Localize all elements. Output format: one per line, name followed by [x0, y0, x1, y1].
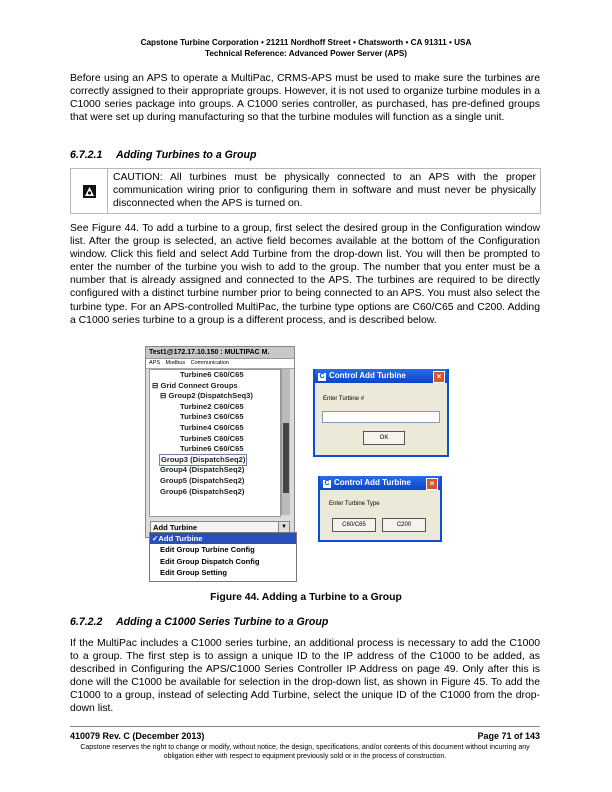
dialog-titlebar [320, 476, 440, 490]
dialog-titlebar [315, 369, 447, 383]
tree-item[interactable]: Turbine6 C60/C65 [180, 370, 244, 379]
chevron-down-icon[interactable]: ▼ [278, 522, 289, 533]
window-menu-bar [146, 359, 294, 369]
vertical-scrollbar[interactable] [281, 369, 290, 515]
tree-item[interactable]: Turbine4 C60/C65 [180, 422, 244, 432]
figure-caption: Figure 44. Adding a Turbine to a Group [210, 592, 402, 603]
page-number: Page 71 of 143 [477, 731, 540, 741]
c200-button[interactable]: C200 [382, 518, 426, 532]
page-header [0, 38, 612, 59]
caution-triangle-icon [83, 185, 96, 198]
close-icon[interactable]: × [433, 371, 445, 383]
section-number: 6.7.2.2 [70, 616, 103, 628]
menu-modbus[interactable]: Modbus [165, 360, 186, 366]
scrollbar-thumb[interactable] [283, 423, 289, 493]
footer-line [70, 731, 540, 741]
dialog-label: Enter Turbine Type [329, 501, 380, 507]
section-heading-6-7-2-1 [70, 149, 256, 161]
tree-item[interactable]: Group5 (DispatchSeq2) [160, 475, 245, 485]
close-icon[interactable]: × [426, 478, 438, 490]
dropdown-item-edit-turbine-config[interactable]: Edit Group Turbine Config [160, 545, 255, 555]
header-company-line: Capstone Turbine Corporation • 21211 Nordhoff Street • Chatsworth • CA 91311 • USA [140, 38, 472, 47]
dialog-title: Control Add Turbine [329, 371, 406, 380]
tree-item[interactable]: Group4 (DispatchSeq2) [160, 465, 245, 475]
section-number: 6.7.2.1 [70, 149, 103, 161]
section-title: Adding Turbines to a Group [116, 149, 257, 161]
tree-item-selected[interactable]: Group3 (DispatchSeq2) [161, 454, 246, 464]
dropdown-item-add-turbine[interactable]: ✓Add Turbine [150, 533, 296, 544]
dropdown-item-edit-group-setting[interactable]: Edit Group Setting [160, 567, 228, 577]
caution-icon-cell [71, 169, 108, 213]
tree-item[interactable]: Turbine6 C60/C65 [180, 444, 244, 454]
action-dropdown-list [149, 532, 297, 582]
section2-paragraph: If the MultiPac includes a C1000 series turbine, an additional process is necessary to add the C1000 to a group. The first step is to assign a unique ID to the IP address of the C1000 to be added, as described in Configuring the APS/C1000 Series Controller IP Address on page 49. Only after this is done will the C1000 be available for selection in the drop-down list, as shown in Figure 45. To add the C1000 to a group, instead of selecting Add Turbine, select the unique ID of the C1000 from the drop-down list. [70, 638, 540, 715]
tree-item[interactable]: ⊟ Grid Connect Groups [152, 380, 238, 390]
window-title: Test1@172.17.10.150 : MULTIPAC M. [146, 347, 294, 359]
menu-aps[interactable]: APS [149, 360, 161, 366]
footer-divider [70, 726, 540, 727]
app-c-icon: C [319, 373, 325, 380]
configuration-window [145, 346, 295, 538]
tree-item[interactable]: Turbine5 C60/C65 [180, 433, 244, 443]
tree-item[interactable]: Group6 (DispatchSeq2) [160, 486, 245, 496]
group-tree [149, 369, 281, 517]
c60-c65-button[interactable]: C60/C65 [332, 518, 376, 532]
caution-box [70, 168, 541, 214]
tree-item[interactable]: Turbine2 C60/C65 [180, 401, 244, 411]
header-doc-title: Technical Reference: Advanced Power Server (APS) [204, 48, 408, 58]
ok-button[interactable]: OK [363, 431, 405, 445]
menu-communication[interactable]: Communication [190, 360, 229, 366]
section-title: Adding a C1000 Series Turbine to a Group [116, 616, 329, 628]
intro-paragraph: Before using an APS to operate a MultiPac, CRMS-APS must be used to make sure the turbines are correctly assigned to their appropriate groups. However, it is not used to organize turbine modules in a C1000 series package into groups. A C1000 series controller, as purchased, has pre-defined groups that were set up during manufacturing so that the turbine modules will function as a single unit. [70, 73, 540, 124]
app-c-icon: C [324, 480, 330, 487]
section-heading-6-7-2-2 [70, 616, 328, 628]
combo-value: Add Turbine [153, 523, 198, 532]
figure-44-config-window [145, 346, 295, 584]
tree-item[interactable]: Turbine3 C60/C65 [180, 412, 244, 422]
tree-item[interactable]: ⊟ Group2 (DispatchSeq3) [160, 391, 253, 401]
section1-paragraph: See Figure 44. To add a turbine to a group, first select the desired group in the Configuration window list. After the group is selected, an active field becomes available at the bottom of the Configuration window. Click this field and select Add Turbine from the drop-down list. You will then be prompted to enter the number of the turbine you wish to add to the group. The number that you enter must be a number that is already assigned and connected to the APS. The turbines are required to be directly configured with a distinct turbine number prior to being connected to an APS. You must also select the turbine type. For an APS-controlled MultiPac, the turbine type options are C60/C65 and C200. Adding a C1000 series turbine to a group is a different process, and is described below. [70, 223, 540, 326]
dialog-label: Enter Turbine # [323, 396, 365, 402]
doc-revision: 410079 Rev. C (December 2013) [70, 731, 205, 741]
dropdown-item-edit-dispatch-config[interactable]: Edit Group Dispatch Config [160, 556, 260, 566]
turbine-number-input[interactable] [322, 411, 440, 423]
dialog-enter-turbine-number [313, 369, 449, 457]
caution-text: CAUTION: All turbines must be physically connected to an APS with the proper communication wiring prior to configuring them in software and must never be physically disconnected when the APS is turned on. [113, 172, 536, 210]
footer-disclaimer: Capstone reserves the right to change or modify, without notice, the design, specifications, and/or contents of this document without incurring any obligation either with respect to equipment previously sold or in the process of construction. [80, 744, 530, 760]
dialog-title: Control Add Turbine [334, 478, 411, 487]
dialog-enter-turbine-type [318, 476, 442, 542]
